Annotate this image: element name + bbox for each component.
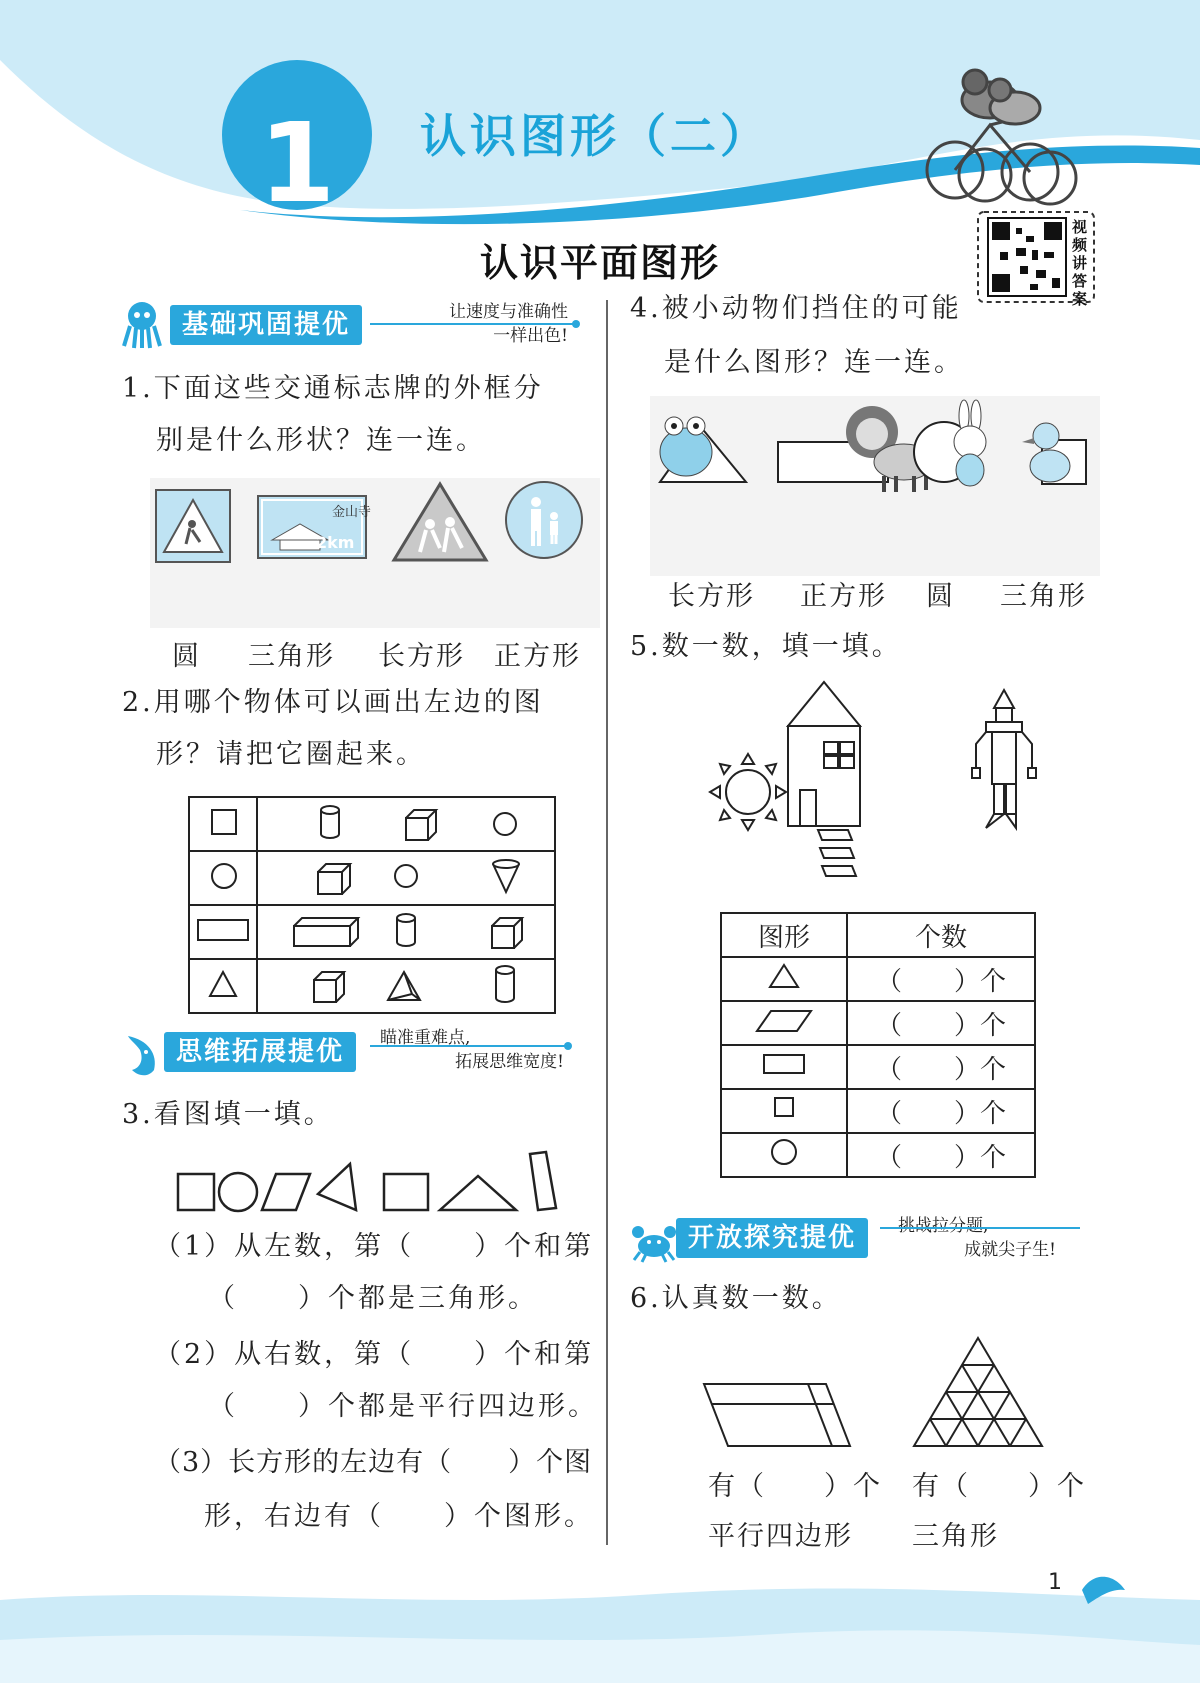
slogan-line bbox=[370, 1040, 582, 1052]
q5-header-shape: 图形 bbox=[721, 913, 847, 957]
q6-figures bbox=[700, 1336, 1050, 1456]
q6-left-line1: 有（ ）个 bbox=[708, 1471, 882, 1502]
q5-count-cell[interactable]: （ ）个 bbox=[847, 1001, 1035, 1045]
q5-header-count: 个数 bbox=[847, 913, 1035, 957]
square-sign bbox=[156, 490, 230, 562]
q2-cell[interactable] bbox=[257, 905, 555, 959]
crab-icon bbox=[630, 1220, 678, 1264]
q3-parallelogram-1 bbox=[262, 1174, 310, 1210]
q3-triangle-1 bbox=[318, 1164, 356, 1210]
q1-option-4: 正方形 bbox=[494, 641, 581, 672]
q2-table bbox=[188, 796, 556, 1014]
circle-sign bbox=[506, 482, 582, 558]
q3-p3-line1: （3）长方形的左边有（ ）个图 bbox=[154, 1447, 593, 1478]
basic-slogan-line2: 一样出色! bbox=[493, 326, 568, 346]
open-slogan-line1: 挑战拉分题, bbox=[898, 1216, 989, 1236]
q1-line2: 别是什么形状？连一连。 bbox=[156, 425, 486, 456]
q2-cell bbox=[189, 851, 257, 905]
q4-line1: 4.被小动物们挡住的可能 bbox=[630, 293, 962, 324]
basic-slogan-line1: 让速度与准确性 bbox=[449, 302, 568, 322]
q1-line1: 1.下面这些交通标志牌的外框分 bbox=[122, 373, 544, 404]
thinking-slogan-line2: 拓展思维宽度! bbox=[455, 1052, 564, 1072]
squid-icon bbox=[118, 300, 166, 350]
q5-count-cell[interactable]: （ ）个 bbox=[847, 1089, 1035, 1133]
chapter-title: 认识图形（二） bbox=[420, 109, 770, 163]
q2-cell[interactable] bbox=[257, 797, 555, 851]
chapter-number: 1 bbox=[258, 99, 336, 227]
q2-cell bbox=[189, 797, 257, 851]
thinking-slogan-line1: 瞄准重难点, bbox=[380, 1028, 471, 1048]
q6-parallelogram-figure bbox=[704, 1384, 850, 1446]
open-slogan-line2: 成就尖子生! bbox=[964, 1240, 1056, 1260]
q5-count-cell[interactable]: （ ）个 bbox=[847, 957, 1035, 1001]
q5-title: 5.数一数，填一填。 bbox=[630, 631, 902, 662]
q5-row-shape bbox=[721, 1089, 847, 1133]
qr-label: 视频讲答案 bbox=[1072, 218, 1088, 308]
slogan-line bbox=[880, 1222, 1080, 1234]
q5-row-shape bbox=[721, 957, 847, 1001]
q3-p1-line1: （1）从左数，第（ ）个和第 bbox=[154, 1231, 595, 1262]
q4-option-4: 三角形 bbox=[1000, 581, 1087, 612]
q2-cell bbox=[189, 959, 257, 1013]
q6-right-line2: 三角形 bbox=[912, 1521, 999, 1552]
q1-option-1: 圆 bbox=[172, 641, 201, 672]
section-title: 认识平面图形 bbox=[479, 241, 720, 285]
q2-cell bbox=[189, 905, 257, 959]
q3-p1-line2: （ ）个都是三角形。 bbox=[208, 1283, 538, 1314]
q4-line2: 是什么图形？连一连。 bbox=[664, 347, 964, 378]
slogan-line bbox=[370, 318, 582, 330]
q6-left-line2: 平行四边形 bbox=[708, 1521, 853, 1552]
q3-circle bbox=[219, 1173, 257, 1211]
robot-drawing bbox=[972, 690, 1036, 828]
q4-animals bbox=[650, 396, 1100, 576]
q3-p2-line1: （2）从右数，第（ ）个和第 bbox=[154, 1339, 595, 1370]
q5-row-shape bbox=[721, 1001, 847, 1045]
q4-option-3: 圆 bbox=[926, 581, 955, 612]
q4-option-1: 长方形 bbox=[668, 581, 755, 612]
q3-parallelogram-2 bbox=[530, 1152, 556, 1210]
q6-triangle-figure bbox=[914, 1338, 1042, 1446]
q2-cell[interactable] bbox=[257, 959, 555, 1013]
open-banner: 开放探究提优 bbox=[676, 1218, 868, 1258]
sign-distance: 2km bbox=[316, 533, 355, 552]
q5-picture bbox=[700, 676, 1050, 896]
q6-title: 6.认真数一数。 bbox=[630, 1283, 842, 1314]
sign-text: 金山寺 bbox=[332, 505, 372, 520]
q4-option-2: 正方形 bbox=[800, 581, 887, 612]
q6-right-line1: 有（ ）个 bbox=[912, 1471, 1086, 1502]
q3-p3-line2: 形，右边有（ ）个图形。 bbox=[204, 1501, 594, 1532]
q3-p2-line2: （ ）个都是平行四边形。 bbox=[208, 1391, 598, 1422]
house-drawing bbox=[788, 682, 860, 876]
q1-traffic-signs bbox=[150, 478, 600, 628]
q5-count-table bbox=[720, 912, 1036, 1178]
basic-banner: 基础巩固提优 bbox=[170, 305, 362, 345]
q3-shape-row bbox=[172, 1150, 572, 1216]
q2-cell[interactable] bbox=[257, 851, 555, 905]
q3-title: 3.看图填一填。 bbox=[122, 1099, 334, 1130]
page-number: 1 bbox=[1048, 1570, 1062, 1595]
sun-icon bbox=[710, 754, 786, 830]
q2-line2: 形？请把它圈起来。 bbox=[156, 739, 426, 770]
column-divider bbox=[606, 300, 608, 1545]
q5-row-shape bbox=[721, 1045, 847, 1089]
q3-rectangle bbox=[384, 1174, 428, 1210]
q3-triangle-2 bbox=[440, 1176, 516, 1210]
q3-square-1 bbox=[178, 1174, 214, 1210]
shark-icon bbox=[118, 1030, 166, 1080]
thinking-banner: 思维拓展提优 bbox=[164, 1032, 356, 1072]
q1-option-2: 三角形 bbox=[248, 641, 335, 672]
q2-line1: 2.用哪个物体可以画出左边的图 bbox=[122, 687, 544, 718]
q5-count-cell[interactable]: （ ）个 bbox=[847, 1133, 1035, 1177]
q5-count-cell[interactable]: （ ）个 bbox=[847, 1045, 1035, 1089]
q5-row-shape bbox=[721, 1133, 847, 1177]
q1-option-3: 长方形 bbox=[378, 641, 465, 672]
